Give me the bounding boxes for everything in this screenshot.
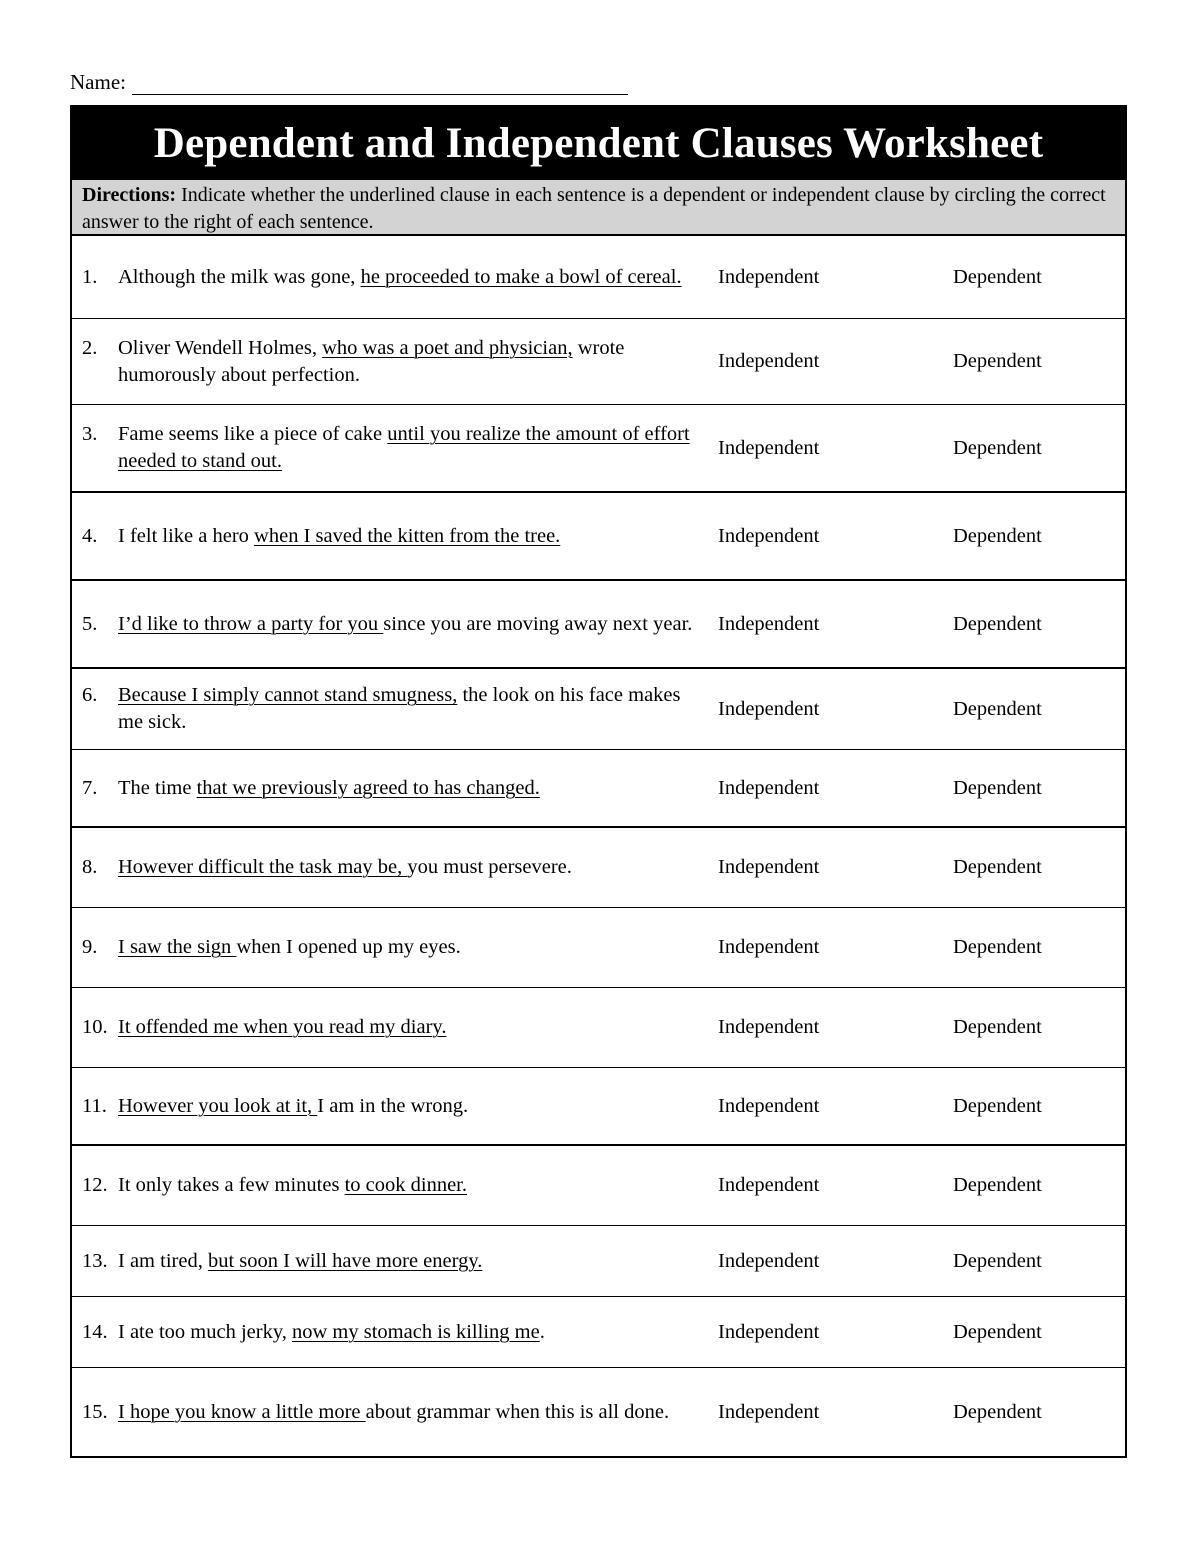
question-row: [72, 581, 1125, 669]
question-sentence: [72, 264, 708, 291]
question-row: [72, 988, 1125, 1068]
question-text: [118, 611, 708, 638]
question-row: [72, 1068, 1125, 1146]
question-sentence: [72, 611, 708, 638]
question-row: [72, 405, 1125, 493]
underlined-clause: he proceeded to make a bowl of cereal.: [360, 265, 682, 288]
answer-independent[interactable]: Independent: [718, 1016, 820, 1038]
question-text: [118, 934, 708, 961]
question-text: [118, 264, 708, 291]
clause-text: I ate too much jerky,: [118, 1320, 292, 1343]
question-number: 9.: [82, 936, 98, 958]
underlined-clause: I’d like to throw a party for you: [118, 612, 384, 635]
underlined-clause: Because I simply cannot stand smugness,: [118, 684, 458, 706]
answer-dependent[interactable]: Dependent: [953, 697, 1042, 720]
clause-text: about grammar when this is all done.: [365, 1400, 670, 1423]
underlined-clause: but soon I will have more energy.: [207, 1249, 483, 1272]
question-text: [118, 523, 708, 550]
name-label: Name:: [70, 70, 126, 94]
question-row: [72, 1226, 1125, 1297]
underlined-clause: when I saved the kitten from the tree.: [254, 524, 561, 547]
question-text: [118, 1319, 708, 1346]
answer-independent[interactable]: Independent: [718, 856, 820, 878]
question-number: 15.: [82, 1400, 108, 1423]
answer-independent[interactable]: Independent: [718, 936, 820, 958]
clause-text: The time: [118, 776, 197, 799]
question-number: 3.: [82, 423, 98, 445]
question-number: 7.: [82, 776, 98, 799]
question-row: [72, 669, 1125, 750]
answer-dependent[interactable]: Dependent: [953, 524, 1042, 547]
question-row: [72, 1368, 1125, 1456]
question-row: [72, 493, 1125, 581]
answer-independent[interactable]: Independent: [718, 776, 820, 799]
question-number: 11.: [82, 1094, 107, 1117]
clause-text: you must persevere.: [407, 856, 572, 878]
worksheet: [70, 105, 1127, 1458]
question-row: [72, 750, 1125, 828]
name-blank-line[interactable]: [132, 72, 628, 95]
underlined-clause: I saw the sign: [118, 936, 237, 958]
answer-dependent[interactable]: Dependent: [953, 776, 1042, 799]
answer-dependent[interactable]: Dependent: [953, 1016, 1042, 1038]
question-row: [72, 1146, 1125, 1226]
answer-dependent[interactable]: Dependent: [953, 936, 1042, 958]
question-text: [118, 854, 708, 881]
name-field: [70, 70, 628, 95]
question-row: [72, 1297, 1125, 1368]
question-number: 6.: [82, 684, 98, 706]
question-text: [118, 1014, 708, 1041]
answer-dependent[interactable]: Dependent: [953, 350, 1042, 372]
underlined-clause: now my stomach is killing me: [292, 1320, 540, 1343]
question-text: [118, 1093, 708, 1120]
clause-text: Oliver Wendell Holmes,: [118, 336, 323, 359]
question-sentence: [72, 335, 708, 389]
question-number: 8.: [82, 856, 98, 878]
directions: [72, 180, 1125, 236]
question-text: [118, 421, 708, 475]
question-sentence: [72, 854, 708, 881]
question-text: [118, 775, 708, 802]
worksheet-title: Dependent and Independent Clauses Worksheet: [72, 107, 1125, 180]
question-sentence: [72, 523, 708, 550]
clause-text: I am in the wrong.: [317, 1094, 469, 1117]
clause-text: Although the milk was gone,: [118, 265, 361, 288]
question-sentence: [72, 934, 708, 961]
clause-text: the look on his face makes me sick.: [118, 684, 681, 733]
question-number: 12.: [82, 1174, 108, 1196]
clause-text: when I opened up my eyes.: [236, 936, 461, 958]
answer-independent[interactable]: Independent: [718, 350, 820, 372]
question-text: [118, 1172, 708, 1199]
answer-dependent[interactable]: Dependent: [953, 1094, 1042, 1117]
question-text: [118, 682, 708, 736]
question-row: [72, 319, 1125, 405]
underlined-clause: to cook dinner.: [344, 1174, 468, 1196]
answer-dependent[interactable]: Dependent: [953, 1174, 1042, 1196]
clause-text: Fame seems like a piece of cake: [118, 423, 388, 445]
underlined-clause: However you look at it,: [118, 1094, 318, 1117]
underlined-clause: It offended me when you read my diary.: [118, 1016, 447, 1038]
clause-text: It only takes a few minutes: [118, 1174, 345, 1196]
answer-independent[interactable]: Independent: [718, 265, 820, 288]
answer-dependent[interactable]: Dependent: [953, 1400, 1042, 1423]
question-text: [118, 1399, 708, 1426]
question-sentence: [72, 1014, 708, 1041]
underlined-clause: However difficult the task may be,: [118, 856, 408, 878]
question-sentence: [72, 1172, 708, 1199]
directions-text: Indicate whether the underlined clause in each sentence is a dependent or independent clause by circling the correct answer to the right of each sentence.: [82, 184, 1106, 233]
underlined-clause: I hope you know a little more: [118, 1400, 366, 1423]
question-text: [118, 1248, 708, 1275]
underlined-clause: that we previously agreed to has changed.: [196, 776, 540, 799]
answer-independent[interactable]: Independent: [718, 1249, 820, 1272]
question-list: [72, 236, 1125, 1456]
question-sentence: [72, 1399, 708, 1426]
answer-dependent[interactable]: Dependent: [953, 1249, 1042, 1272]
question-row: [72, 236, 1125, 319]
question-text: [118, 335, 708, 389]
question-number: 5.: [82, 612, 98, 635]
answer-independent[interactable]: Independent: [718, 524, 820, 547]
answer-independent[interactable]: Independent: [718, 612, 820, 635]
clause-text: since you are moving away next year.: [383, 612, 693, 635]
answer-dependent[interactable]: Dependent: [953, 265, 1042, 288]
clause-text: .: [539, 1320, 545, 1343]
underlined-clause: who was a poet and physician,: [322, 336, 573, 359]
answer-independent[interactable]: Independent: [718, 697, 820, 720]
question-number: 1.: [82, 265, 98, 288]
question-number: 14.: [82, 1320, 108, 1343]
question-sentence: [72, 1248, 708, 1275]
answer-dependent[interactable]: Dependent: [953, 612, 1042, 635]
question-sentence: [72, 1319, 708, 1346]
question-number: 10.: [82, 1016, 108, 1038]
clause-text: wrote humorously about perfection.: [118, 336, 625, 386]
answer-independent[interactable]: Independent: [718, 1400, 820, 1423]
answer-independent[interactable]: Independent: [718, 1174, 820, 1196]
question-sentence: [72, 1093, 708, 1120]
answer-dependent[interactable]: Dependent: [953, 856, 1042, 878]
directions-label: Directions:: [82, 184, 177, 206]
answer-independent[interactable]: Independent: [718, 436, 820, 459]
question-row: [72, 908, 1125, 988]
answer-independent[interactable]: Independent: [718, 1320, 820, 1343]
question-number: 4.: [82, 524, 98, 547]
clause-text: I felt like a hero: [118, 524, 255, 547]
question-number: 2.: [82, 336, 98, 359]
answer-independent[interactable]: Independent: [718, 1094, 820, 1117]
question-sentence: [72, 682, 708, 736]
question-sentence: [72, 421, 708, 475]
clause-text: I am tired,: [118, 1249, 208, 1272]
question-number: 13.: [82, 1249, 108, 1272]
answer-dependent[interactable]: Dependent: [953, 1320, 1042, 1343]
question-row: [72, 828, 1125, 908]
underlined-clause: until you realize the amount of effort needed to stand out.: [118, 423, 690, 472]
question-sentence: [72, 775, 708, 802]
answer-dependent[interactable]: Dependent: [953, 436, 1042, 459]
